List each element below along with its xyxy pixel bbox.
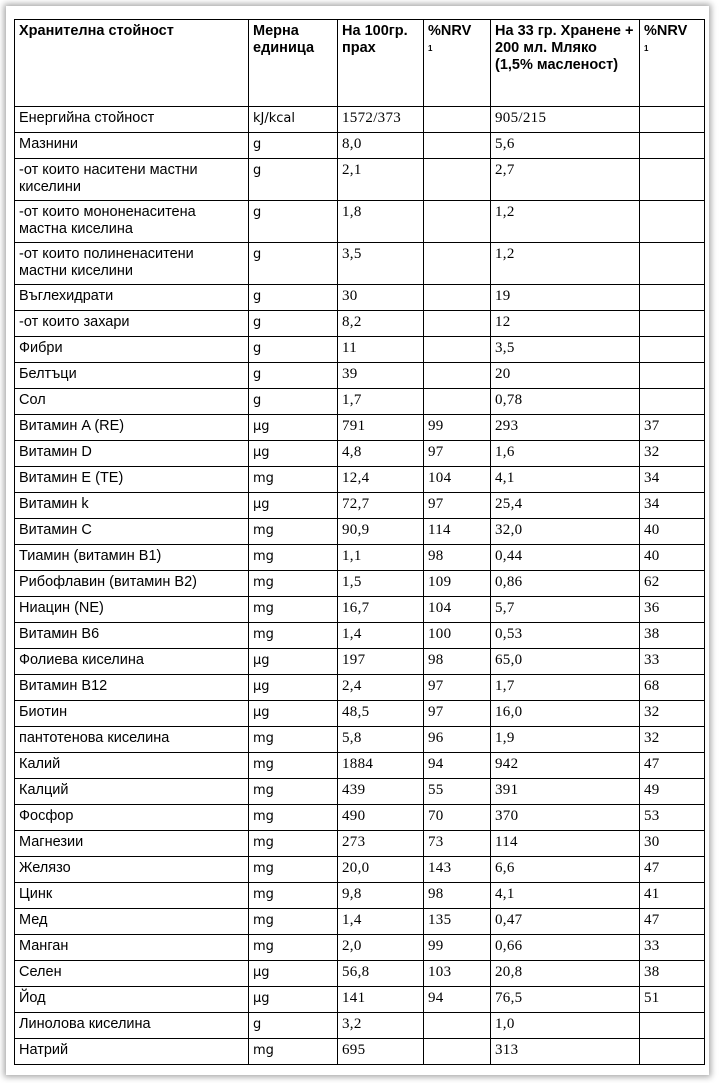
- cell-name: Натрий: [15, 1039, 249, 1065]
- cell-nrv1: 100: [424, 623, 491, 649]
- cell-per100: 12,4: [338, 467, 424, 493]
- cell-nrv2: [640, 107, 705, 133]
- cell-unit: mg: [249, 1039, 338, 1065]
- cell-unit: mg: [249, 571, 338, 597]
- table-row: [15, 337, 705, 363]
- table-header-row: [15, 20, 705, 107]
- table-body: [15, 107, 705, 1065]
- cell-per33: 1,9: [491, 727, 640, 753]
- cell-nrv1: [424, 1039, 491, 1065]
- cell-name: Витамин B6: [15, 623, 249, 649]
- cell-per33: 905/215: [491, 107, 640, 133]
- cell-per100: 20,0: [338, 857, 424, 883]
- cell-nrv2: 37: [640, 415, 705, 441]
- cell-nrv2: [640, 201, 705, 243]
- cell-per100: 695: [338, 1039, 424, 1065]
- table-row: [15, 701, 705, 727]
- cell-nrv2: 53: [640, 805, 705, 831]
- cell-unit: µg: [249, 649, 338, 675]
- table-row: [15, 883, 705, 909]
- cell-nrv2: [640, 133, 705, 159]
- cell-nrv1: [424, 159, 491, 201]
- cell-per100: 1,4: [338, 909, 424, 935]
- cell-nrv1: [424, 201, 491, 243]
- cell-per100: 490: [338, 805, 424, 831]
- cell-unit: g: [249, 1013, 338, 1039]
- table-row: [15, 1039, 705, 1065]
- cell-nrv2: 38: [640, 623, 705, 649]
- cell-per33: 6,6: [491, 857, 640, 883]
- cell-unit: mg: [249, 909, 338, 935]
- cell-per33: 19: [491, 285, 640, 311]
- table-row: [15, 159, 705, 201]
- table-row: [15, 519, 705, 545]
- cell-per100: 2,1: [338, 159, 424, 201]
- cell-nrv1: 104: [424, 597, 491, 623]
- table-row: [15, 363, 705, 389]
- cell-unit: g: [249, 337, 338, 363]
- cell-per33: 16,0: [491, 701, 640, 727]
- cell-nrv2: 32: [640, 727, 705, 753]
- table-row: [15, 467, 705, 493]
- cell-unit: g: [249, 243, 338, 285]
- header-nrv1: [424, 20, 491, 107]
- cell-unit: µg: [249, 701, 338, 727]
- table-row: [15, 623, 705, 649]
- cell-nrv2: [640, 285, 705, 311]
- header-per33: На 33 гр. Хранене + 200 мл. Мляко (1,5% масленост): [491, 20, 640, 107]
- table-row: [15, 243, 705, 285]
- cell-unit: µg: [249, 441, 338, 467]
- cell-name: Витамин D: [15, 441, 249, 467]
- cell-unit: mg: [249, 753, 338, 779]
- cell-name: -от които захари: [15, 311, 249, 337]
- cell-nrv1: [424, 311, 491, 337]
- cell-nrv1: [424, 389, 491, 415]
- cell-nrv2: [640, 1039, 705, 1065]
- table-row: [15, 571, 705, 597]
- header-nrv2-note: 1: [644, 44, 649, 53]
- table-row: [15, 389, 705, 415]
- cell-per100: 273: [338, 831, 424, 857]
- cell-nrv2: 36: [640, 597, 705, 623]
- table-row: [15, 1013, 705, 1039]
- cell-unit: g: [249, 133, 338, 159]
- cell-unit: g: [249, 159, 338, 201]
- cell-per33: 32,0: [491, 519, 640, 545]
- cell-unit: mg: [249, 467, 338, 493]
- cell-nrv1: 97: [424, 675, 491, 701]
- cell-unit: µg: [249, 493, 338, 519]
- cell-per33: 0,44: [491, 545, 640, 571]
- table-row: [15, 779, 705, 805]
- cell-name: Витамин k: [15, 493, 249, 519]
- cell-nrv2: 40: [640, 545, 705, 571]
- cell-name: Йод: [15, 987, 249, 1013]
- cell-per33: 5,6: [491, 133, 640, 159]
- cell-per33: 1,7: [491, 675, 640, 701]
- cell-per100: 56,8: [338, 961, 424, 987]
- table-row: [15, 649, 705, 675]
- cell-name: Магнезии: [15, 831, 249, 857]
- cell-nrv2: 40: [640, 519, 705, 545]
- cell-unit: g: [249, 389, 338, 415]
- cell-nrv2: [640, 337, 705, 363]
- table-row: [15, 545, 705, 571]
- cell-nrv1: [424, 133, 491, 159]
- cell-per100: 8,2: [338, 311, 424, 337]
- cell-name: Витамин B12: [15, 675, 249, 701]
- cell-nrv1: 98: [424, 883, 491, 909]
- cell-nrv2: 49: [640, 779, 705, 805]
- cell-name: Цинк: [15, 883, 249, 909]
- cell-unit: mg: [249, 597, 338, 623]
- cell-name: Тиамин (витамин B1): [15, 545, 249, 571]
- cell-per100: 48,5: [338, 701, 424, 727]
- table-row: [15, 961, 705, 987]
- cell-per33: 1,6: [491, 441, 640, 467]
- cell-per33: 20,8: [491, 961, 640, 987]
- cell-nrv1: [424, 363, 491, 389]
- cell-per100: 16,7: [338, 597, 424, 623]
- cell-nrv2: 51: [640, 987, 705, 1013]
- cell-per33: 0,47: [491, 909, 640, 935]
- table-row: [15, 831, 705, 857]
- cell-nrv1: 103: [424, 961, 491, 987]
- cell-nrv1: [424, 337, 491, 363]
- cell-nrv1: 135: [424, 909, 491, 935]
- table-row: [15, 935, 705, 961]
- cell-nrv2: 32: [640, 701, 705, 727]
- cell-nrv1: 104: [424, 467, 491, 493]
- cell-unit: g: [249, 311, 338, 337]
- cell-name: Селен: [15, 961, 249, 987]
- cell-unit: µg: [249, 961, 338, 987]
- cell-per100: 3,5: [338, 243, 424, 285]
- cell-name: Биотин: [15, 701, 249, 727]
- cell-nrv2: [640, 243, 705, 285]
- cell-name: Мед: [15, 909, 249, 935]
- cell-per33: 1,2: [491, 243, 640, 285]
- cell-nrv2: 38: [640, 961, 705, 987]
- cell-unit: µg: [249, 675, 338, 701]
- cell-per33: 370: [491, 805, 640, 831]
- table-row: [15, 201, 705, 243]
- cell-per100: 5,8: [338, 727, 424, 753]
- cell-unit: mg: [249, 779, 338, 805]
- cell-per33: 293: [491, 415, 640, 441]
- cell-per100: 72,7: [338, 493, 424, 519]
- cell-unit: g: [249, 363, 338, 389]
- cell-per33: 5,7: [491, 597, 640, 623]
- cell-name: Калций: [15, 779, 249, 805]
- cell-per33: 0,86: [491, 571, 640, 597]
- cell-per100: 39: [338, 363, 424, 389]
- cell-name: Манган: [15, 935, 249, 961]
- cell-nrv1: 97: [424, 701, 491, 727]
- header-nrv1-label: %NRV: [428, 23, 472, 39]
- cell-nrv1: 96: [424, 727, 491, 753]
- cell-nrv1: 143: [424, 857, 491, 883]
- cell-unit: mg: [249, 935, 338, 961]
- cell-unit: mg: [249, 857, 338, 883]
- cell-unit: g: [249, 201, 338, 243]
- cell-per100: 2,0: [338, 935, 424, 961]
- cell-per100: 197: [338, 649, 424, 675]
- table-row: [15, 857, 705, 883]
- cell-name: Фосфор: [15, 805, 249, 831]
- header-unit: Мерна единица: [249, 20, 338, 107]
- cell-name: Въглехидрати: [15, 285, 249, 311]
- cell-name: -от които полиненаситени мастни киселини: [15, 243, 249, 285]
- cell-nrv2: 30: [640, 831, 705, 857]
- cell-nrv2: 32: [640, 441, 705, 467]
- cell-nrv1: 99: [424, 415, 491, 441]
- table-row: [15, 493, 705, 519]
- cell-per100: 1572/373: [338, 107, 424, 133]
- cell-nrv2: 33: [640, 649, 705, 675]
- cell-per100: 1,5: [338, 571, 424, 597]
- cell-per100: 791: [338, 415, 424, 441]
- cell-per33: 2,7: [491, 159, 640, 201]
- cell-nrv1: 97: [424, 441, 491, 467]
- cell-nrv1: 73: [424, 831, 491, 857]
- cell-unit: mg: [249, 831, 338, 857]
- table-row: [15, 753, 705, 779]
- cell-nrv2: 41: [640, 883, 705, 909]
- cell-name: Линолова киселина: [15, 1013, 249, 1039]
- cell-per33: 3,5: [491, 337, 640, 363]
- cell-nrv1: [424, 107, 491, 133]
- header-name: Хранителна стойност: [15, 20, 249, 107]
- cell-per100: 439: [338, 779, 424, 805]
- cell-unit: g: [249, 285, 338, 311]
- cell-per33: 20: [491, 363, 640, 389]
- cell-name: Фолиева киселина: [15, 649, 249, 675]
- cell-per33: 1,2: [491, 201, 640, 243]
- cell-per100: 1,8: [338, 201, 424, 243]
- cell-nrv1: 55: [424, 779, 491, 805]
- cell-nrv1: 98: [424, 545, 491, 571]
- table-row: [15, 415, 705, 441]
- cell-per100: 141: [338, 987, 424, 1013]
- cell-nrv1: 98: [424, 649, 491, 675]
- cell-per33: 391: [491, 779, 640, 805]
- cell-name: Витамин C: [15, 519, 249, 545]
- cell-nrv2: 47: [640, 857, 705, 883]
- cell-nrv2: [640, 159, 705, 201]
- cell-name: Калий: [15, 753, 249, 779]
- cell-name: Ниацин (NE): [15, 597, 249, 623]
- header-nrv1-note: 1: [428, 44, 433, 53]
- cell-unit: mg: [249, 545, 338, 571]
- cell-per33: 0,78: [491, 389, 640, 415]
- cell-per100: 1884: [338, 753, 424, 779]
- table-row: [15, 805, 705, 831]
- cell-per100: 1,1: [338, 545, 424, 571]
- cell-per100: 2,4: [338, 675, 424, 701]
- cell-nrv2: [640, 1013, 705, 1039]
- cell-per33: 4,1: [491, 883, 640, 909]
- header-per100: На 100гр. прах: [338, 20, 424, 107]
- cell-nrv1: 99: [424, 935, 491, 961]
- cell-unit: mg: [249, 805, 338, 831]
- document-frame: [6, 6, 709, 1075]
- table-row: [15, 675, 705, 701]
- cell-nrv2: 34: [640, 493, 705, 519]
- cell-per33: 942: [491, 753, 640, 779]
- table-row: [15, 133, 705, 159]
- cell-nrv2: [640, 389, 705, 415]
- cell-name: -от които мононенаситена мастна киселина: [15, 201, 249, 243]
- cell-per100: 4,8: [338, 441, 424, 467]
- cell-nrv1: [424, 285, 491, 311]
- nutrition-table: [14, 19, 705, 1065]
- cell-nrv1: 114: [424, 519, 491, 545]
- cell-unit: mg: [249, 883, 338, 909]
- cell-per100: 8,0: [338, 133, 424, 159]
- cell-nrv1: [424, 1013, 491, 1039]
- cell-per100: 1,7: [338, 389, 424, 415]
- cell-per33: 0,53: [491, 623, 640, 649]
- cell-nrv2: 33: [640, 935, 705, 961]
- table-row: [15, 597, 705, 623]
- cell-nrv2: 62: [640, 571, 705, 597]
- table-row: [15, 285, 705, 311]
- cell-unit: mg: [249, 519, 338, 545]
- cell-name: Сол: [15, 389, 249, 415]
- cell-nrv2: 47: [640, 909, 705, 935]
- cell-unit: µg: [249, 415, 338, 441]
- cell-name: -от които наситени мастни киселини: [15, 159, 249, 201]
- cell-nrv1: 94: [424, 987, 491, 1013]
- table-row: [15, 441, 705, 467]
- cell-nrv2: 47: [640, 753, 705, 779]
- cell-unit: µg: [249, 987, 338, 1013]
- cell-nrv2: [640, 363, 705, 389]
- cell-per33: 114: [491, 831, 640, 857]
- cell-per100: 90,9: [338, 519, 424, 545]
- cell-per33: 12: [491, 311, 640, 337]
- cell-per33: 0,66: [491, 935, 640, 961]
- table-row: [15, 311, 705, 337]
- cell-name: Фибри: [15, 337, 249, 363]
- cell-name: Витамин A (RE): [15, 415, 249, 441]
- cell-nrv1: [424, 243, 491, 285]
- cell-nrv2: 34: [640, 467, 705, 493]
- cell-nrv1: 70: [424, 805, 491, 831]
- cell-per33: 65,0: [491, 649, 640, 675]
- cell-per100: 11: [338, 337, 424, 363]
- cell-per33: 4,1: [491, 467, 640, 493]
- cell-nrv2: [640, 311, 705, 337]
- cell-nrv1: 94: [424, 753, 491, 779]
- cell-name: пантотенова киселина: [15, 727, 249, 753]
- cell-unit: mg: [249, 727, 338, 753]
- cell-nrv2: 68: [640, 675, 705, 701]
- table-row: [15, 107, 705, 133]
- table-row: [15, 987, 705, 1013]
- cell-per33: 1,0: [491, 1013, 640, 1039]
- cell-name: Рибофлавин (витамин B2): [15, 571, 249, 597]
- cell-name: Енергийна стойност: [15, 107, 249, 133]
- cell-per33: 25,4: [491, 493, 640, 519]
- cell-name: Мазнини: [15, 133, 249, 159]
- table-row: [15, 727, 705, 753]
- cell-per33: 313: [491, 1039, 640, 1065]
- cell-nrv1: 109: [424, 571, 491, 597]
- cell-name: Желязо: [15, 857, 249, 883]
- cell-per100: 9,8: [338, 883, 424, 909]
- cell-per100: 1,4: [338, 623, 424, 649]
- table-row: [15, 909, 705, 935]
- cell-unit: mg: [249, 623, 338, 649]
- header-nrv2-label: %NRV: [644, 23, 688, 39]
- cell-per33: 76,5: [491, 987, 640, 1013]
- cell-nrv1: 97: [424, 493, 491, 519]
- cell-per100: 30: [338, 285, 424, 311]
- cell-per100: 3,2: [338, 1013, 424, 1039]
- cell-unit: kJ/kcal: [249, 107, 338, 133]
- cell-name: Витамин E (TE): [15, 467, 249, 493]
- header-nrv2: [640, 20, 705, 107]
- cell-name: Белтъци: [15, 363, 249, 389]
